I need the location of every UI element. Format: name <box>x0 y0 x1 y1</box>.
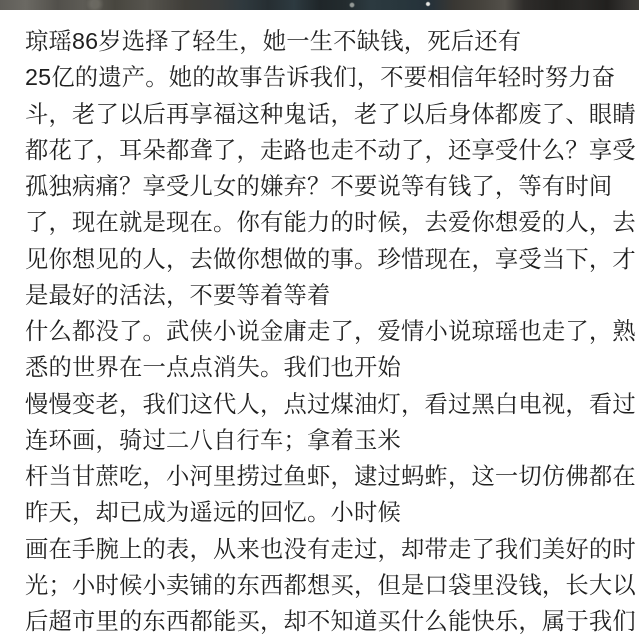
text-line: 斗，老了以后再享福这种鬼话，老了以后身体都废了、眼睛 <box>25 100 636 127</box>
text-line: 画在手腕上的表，从来也没有走过，却带走了我们美好的时 <box>25 535 636 562</box>
text-line: 悉的世界在一点点消失。我们也开始 <box>25 354 401 381</box>
text-line: 孤独病痛？享受儿女的嫌弃？不要说等有钱了，等有时间 <box>25 173 613 199</box>
text-line: 了，现在就是现在。你有能力的时候，去爱你想爱的人，去 <box>25 209 636 236</box>
text-line: 是最好的活法，不要等着等着 <box>25 281 331 308</box>
text-line: 慢慢变老，我们这代人，点过煤油灯，看过黑白电视，看过 <box>25 390 636 417</box>
text-line: 见你想见的人，去做你想做的事。珍惜现在，享受当下，才 <box>25 245 636 272</box>
text-line: 什么都没了。武侠小说金庸走了，爱情小说琼瑶也走了，熟 <box>25 318 636 344</box>
text-line: 后超市里的东西都能买，却不知道买什么能快乐，属于我们 <box>25 608 636 634</box>
text-line: 连环画，骑过二八自行车；拿着玉米 <box>25 426 401 453</box>
post-text <box>25 23 636 639</box>
photo-strip[interactable] <box>0 0 639 10</box>
text-line: 昨天，却已成为遥远的回忆。小时候 <box>25 499 401 526</box>
text-line: 琼瑶86岁选择了轻生，她一生不缺钱，死后还有 <box>25 28 522 54</box>
text-line: 光；小时候小卖铺的东西都想买，但是口袋里没钱，长大以 <box>25 571 636 598</box>
text-line: 杆当甘蔗吃，小河里捞过鱼虾，逮过蚂蚱，这一切仿佛都在 <box>25 463 636 489</box>
text-line: 25亿的遗产。她的故事告诉我们，不要相信年轻时努力奋 <box>25 64 616 91</box>
text-line: 都花了，耳朵都聋了，走路也走不动了，还享受什么？享受 <box>25 136 636 163</box>
